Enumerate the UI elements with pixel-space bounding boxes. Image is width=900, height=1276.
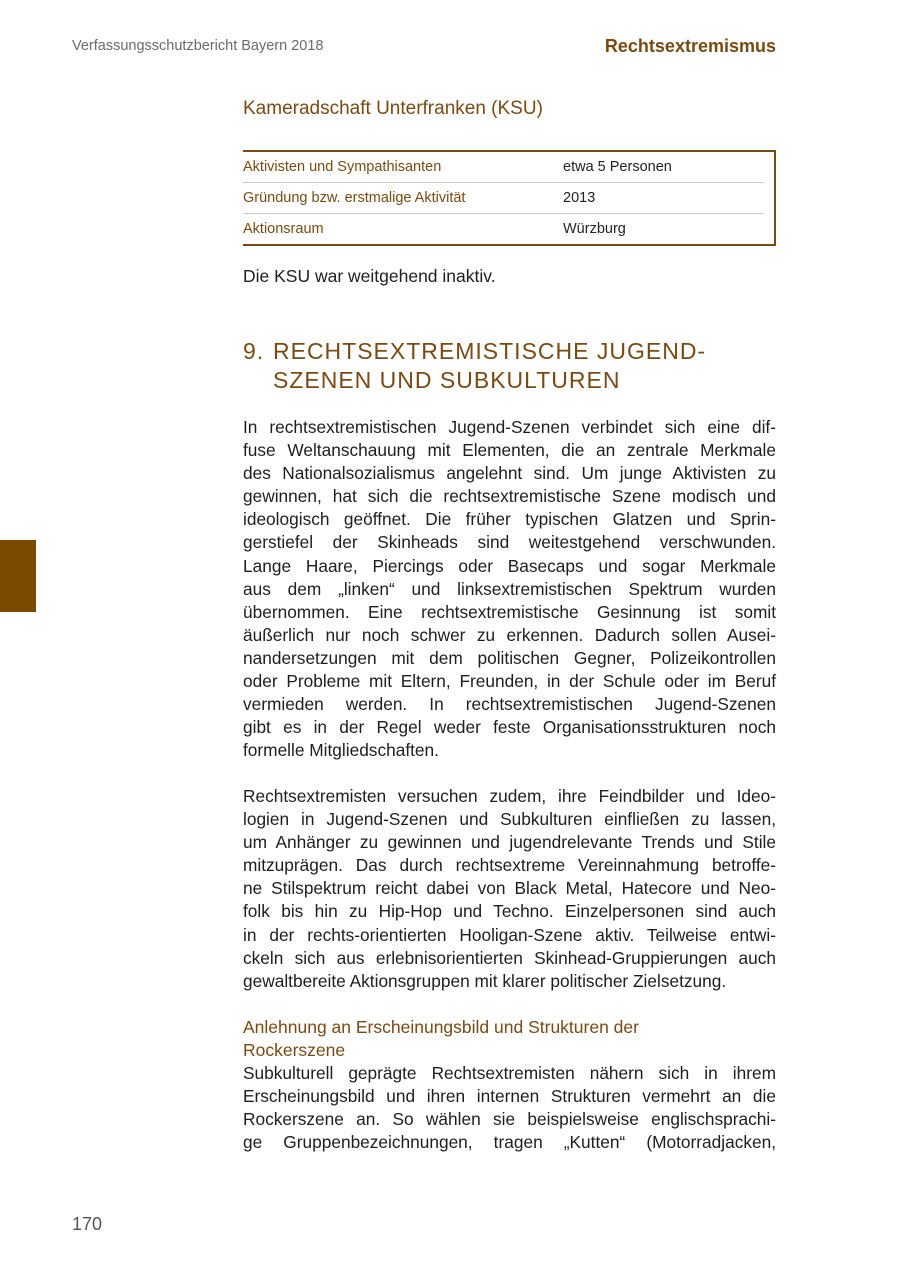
text-line: Rockerszene an. So wählen sie beispielsweise englischsprachi- — [243, 1109, 776, 1130]
text-line: ge Gruppenbezeichnungen, tragen „Kutten“ (Motorradjacken, — [243, 1132, 776, 1153]
subheading — [243, 1016, 639, 1062]
text-line: logien in Jugend-Szenen und Subkulturen einfließen zu lassen, — [243, 809, 776, 830]
running-header-section: Rechtsextremismus — [604, 36, 776, 56]
chapter-heading — [243, 337, 706, 395]
chapter-title-line: SZENEN UND SUBKULTUREN — [273, 367, 621, 393]
text-line: gerstiefel der Skinheads sind weitestgehend verschwunden. — [243, 532, 776, 553]
table-value: etwa 5 Personen — [563, 151, 764, 183]
table-row — [243, 183, 775, 214]
text-line: oder Probleme mit Eltern, Freunden, in der Schule oder im Beruf — [243, 671, 776, 692]
info-table — [243, 150, 776, 246]
text-line: In rechtsextremistischen Jugend-Szenen verbindet sich eine dif- — [243, 417, 776, 437]
text-line: Rechtsextremisten versuchen zudem, ihre Feindbilder und Ideo- — [243, 786, 776, 806]
text-line: gewinnen, hat sich die rechtsextremistische Szene modisch und — [243, 486, 776, 507]
text-line: Subkulturell geprägte Rechtsextremisten nähern sich in ihrem — [243, 1063, 776, 1083]
section-title: Kameradschaft Unterfranken (KSU) — [243, 98, 543, 119]
paragraph — [243, 1062, 776, 1154]
text-line: folk bis hin zu Hip-Hop und Techno. Einzelpersonen sind auch — [243, 901, 776, 922]
text-line: nandersetzungen mit dem politischen Gegner, Polizeikontrollen — [243, 647, 776, 668]
page-number: 170 — [72, 1214, 103, 1234]
text-line: übernommen. Eine rechtsextremistische Gesinnung ist somit — [243, 601, 776, 622]
text-line: ckeln sich aus erlebnisorientierten Skinhead-Gruppierungen auch — [243, 947, 776, 968]
text-line: um Anhänger zu gewinnen und jugendrelevante Trends und Stile — [243, 832, 776, 853]
table-row — [243, 214, 775, 246]
text-line: mitzuprägen. Das durch rechtsextreme Vereinnahmung betroffe- — [243, 855, 776, 876]
paragraph — [243, 416, 776, 762]
text-line: vermieden werden. In rechtsextremistischen Jugend-Szenen — [243, 694, 776, 715]
text-line: fuse Weltanschauung mit Elementen, die an zentrale Merkmale — [243, 440, 776, 461]
text-line: ne Stilspektrum reicht dabei von Black Metal, Hatecore und Neo- — [243, 878, 776, 899]
text-line: Lange Haare, Piercings oder Basecaps und sogar Merkmale — [243, 555, 776, 576]
running-header-title: Verfassungsschutzbericht Bayern 2018 — [72, 38, 324, 54]
table-key: Aktionsraum — [243, 221, 324, 237]
text-line: gewaltbereite Aktionsgruppen mit klarer politischer Zielsetzung. — [243, 970, 727, 991]
text-line: gibt es in der Regel weder feste Organisationsstrukturen noch — [243, 717, 776, 738]
chapter-number: 9. — [243, 338, 265, 364]
subheading-line: Anlehnung an Erscheinungsbild und Strukturen der — [243, 1017, 639, 1037]
table-value: 2013 — [563, 183, 764, 214]
text-line: formelle Mitgliedschaften. — [243, 740, 439, 761]
text-line: Erscheinungsbild und ihren internen Strukturen vermehrt an die — [243, 1086, 776, 1107]
chapter-thumb-tab — [0, 540, 36, 612]
text-line: aus dem „linken“ und linksextremistischen Spektrum wurden — [243, 578, 776, 599]
table-row — [243, 151, 775, 183]
paragraph — [243, 785, 776, 993]
text-line: des Nationalsozialismus angelehnt sind. Um junge Aktivisten zu — [243, 463, 776, 484]
section-note: Die KSU war weitgehend inaktiv. — [243, 266, 496, 286]
text-line: ideologisch geöffnet. Die früher typischen Glatzen und Sprin- — [243, 509, 776, 530]
table-value: Würzburg — [563, 221, 626, 237]
subheading-line: Rockerszene — [243, 1040, 346, 1060]
text-line: in der rechts-orientierten Hooligan-Szene aktiv. Teilweise entwi- — [243, 924, 776, 945]
table-key: Gründung bzw. erstmalige Aktivität — [243, 183, 563, 214]
text-line: äußerlich nur noch schwer zu erkennen. Dadurch sollen Ausei- — [243, 624, 776, 645]
table-key: Aktivisten und Sympathisanten — [243, 151, 563, 183]
chapter-title-line: RECHTSEXTREMISTISCHE JUGEND- — [273, 338, 707, 364]
